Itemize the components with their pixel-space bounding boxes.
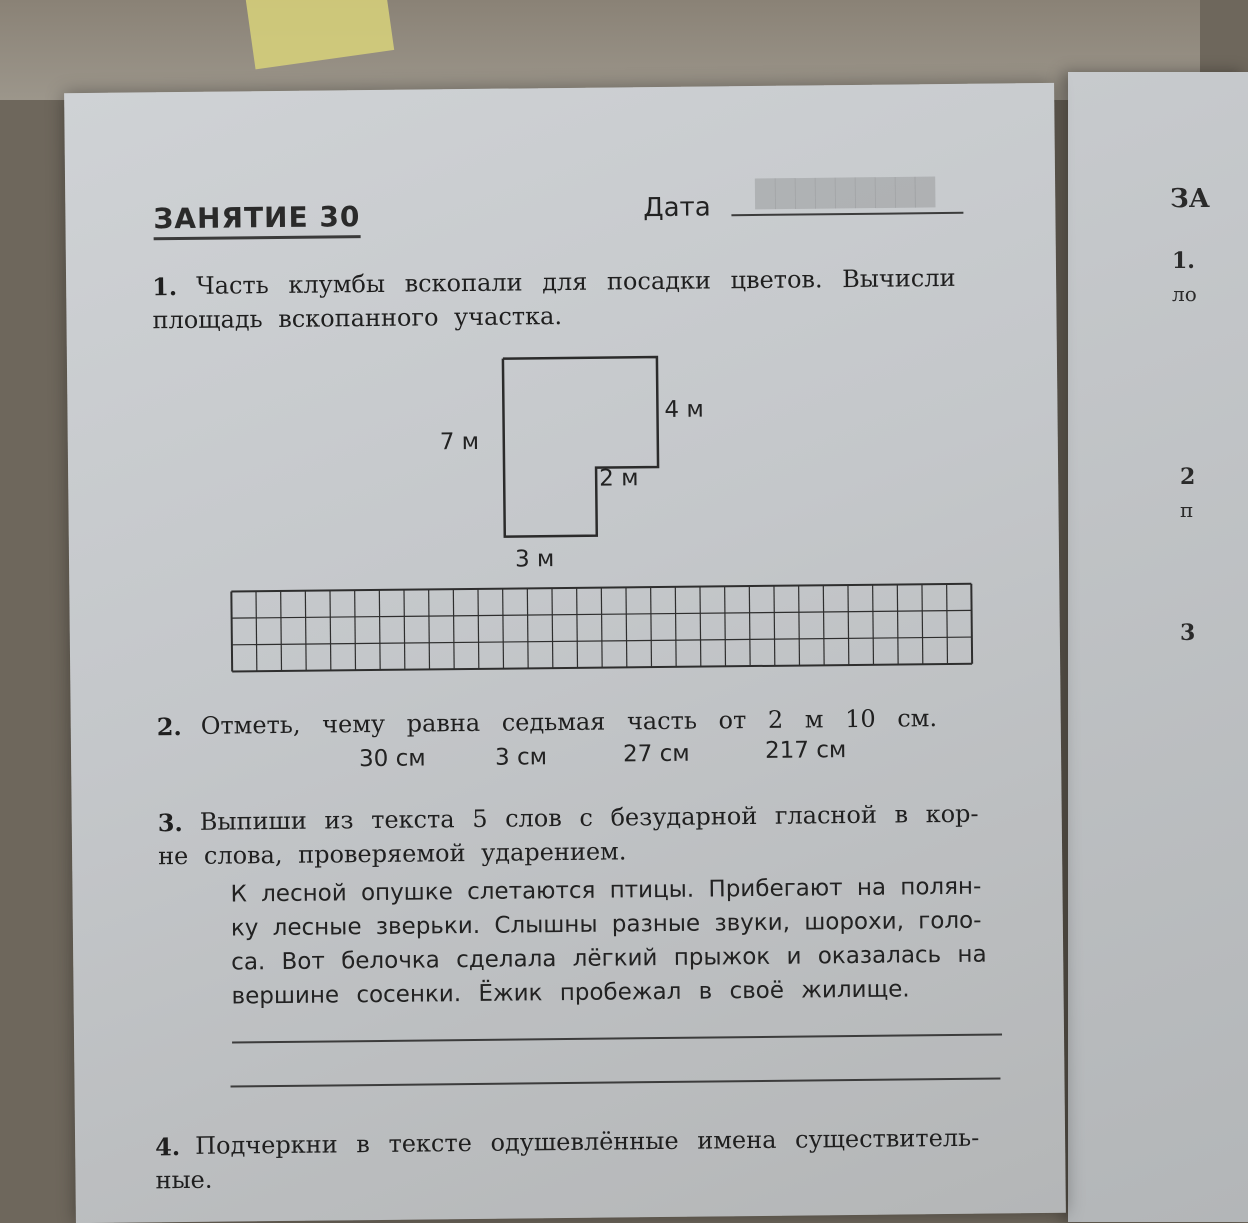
grid-vertical-line [404,590,405,670]
next-page [1068,72,1248,1222]
grid-vertical-line [577,588,578,668]
task3-passage-line1: К лесной опушке слетаются птицы. Прибегают на полян- [230,873,982,908]
grid-vertical-line [626,587,627,667]
date-label: Дата [643,192,711,224]
task2-text: Отметь, чему равна седьмая часть от 2 м 10 см. [200,704,938,740]
lesson-title: ЗАНЯТИЕ 30 [153,200,360,240]
grid-vertical-line [429,589,430,669]
workbook-page [64,83,1066,1223]
task4-number: 4. [154,1132,181,1162]
task1-text-line1: Часть клумбы вскопали для посадки цветов. Вычисли [195,263,956,300]
task4-text-line1: Подчеркни в тексте одушевлённые имена существитель- [194,1123,980,1160]
grid-vertical-line [774,586,775,666]
grid-vertical-line [379,590,380,670]
date-line[interactable] [731,212,963,216]
answer-line-1[interactable] [232,1033,1002,1043]
grid-vertical-line [478,589,479,669]
task3-text-line2: не слова, проверяемой ударением. [157,837,627,871]
task3-text-line1: Выпиши из текста 5 слов с безударной гласной в кор- [199,799,979,836]
grid-vertical-line [675,587,676,667]
grid-vertical-line [527,588,528,668]
grid-vertical-line [823,585,824,665]
task2-number: 2. [156,712,182,742]
flowerbed-figure [407,346,729,589]
grid-vertical-line [453,589,454,669]
task2-option-3[interactable]: 27 см [622,740,690,768]
next-page-item-1-text: ло [1172,282,1197,306]
grid-vertical-line [305,591,306,671]
grid-vertical-line [503,589,504,669]
grid-vertical-line [330,590,331,670]
grid-vertical-line [922,584,923,664]
task3-passage-line4: вершине сосенки. Ёжик пробежал в своё жилище. [231,976,910,1010]
grid-vertical-line [725,586,726,666]
grid-vertical-line [601,588,602,668]
figure-label-bottom: 3 м [514,546,555,573]
figure-label-step: 2 м [599,465,639,492]
grid-vertical-line [971,584,972,664]
task4-text-line2: ные. [155,1165,213,1195]
next-page-item-1: 1. [1172,248,1195,274]
grid-vertical-line [256,591,257,671]
task3-passage-line2: ку лесные зверьки. Слышны разные звуки, шорохи, голо- [230,907,982,942]
grid-vertical-line [749,586,750,666]
answer-grid[interactable] [229,582,980,682]
next-page-title: ЗА [1170,184,1210,214]
grid-vertical-line [848,585,849,665]
grid-vertical-line [873,585,874,665]
grid-vertical-line [700,587,701,667]
grid-vertical-line [799,586,800,666]
task2-option-1[interactable]: 30 см [358,745,426,773]
grid-vertical-line [651,587,652,667]
next-page-item-2: 2 [1180,464,1196,490]
figure-label-right-top: 4 м [664,396,704,423]
task1-text-line2: площадь вскопанного участка. [152,302,563,335]
grid-vertical-line [281,591,282,671]
task2-option-2[interactable]: 3 см [494,744,548,771]
grid-vertical-line [897,585,898,665]
grid-vertical-line [552,588,553,668]
figure-label-left: 7 м [439,428,480,456]
next-page-item-2-text: п [1180,498,1194,522]
task2-option-4[interactable]: 217 см [764,737,847,764]
next-page-item-3: 3 [1180,620,1196,646]
show-through: █████████ [755,176,936,208]
flowerbed-outline [503,357,659,537]
task3-passage-line3: са. Вот белочка сделала лёгкий прыжок и оказалась на [231,941,987,976]
task3-number: 3. [157,808,183,838]
task1-number: 1. [151,272,178,302]
grid-vertical-line [947,584,948,664]
grid-vertical-line [231,591,232,671]
answer-line-2[interactable] [231,1077,1001,1087]
grid-vertical-line [355,590,356,670]
